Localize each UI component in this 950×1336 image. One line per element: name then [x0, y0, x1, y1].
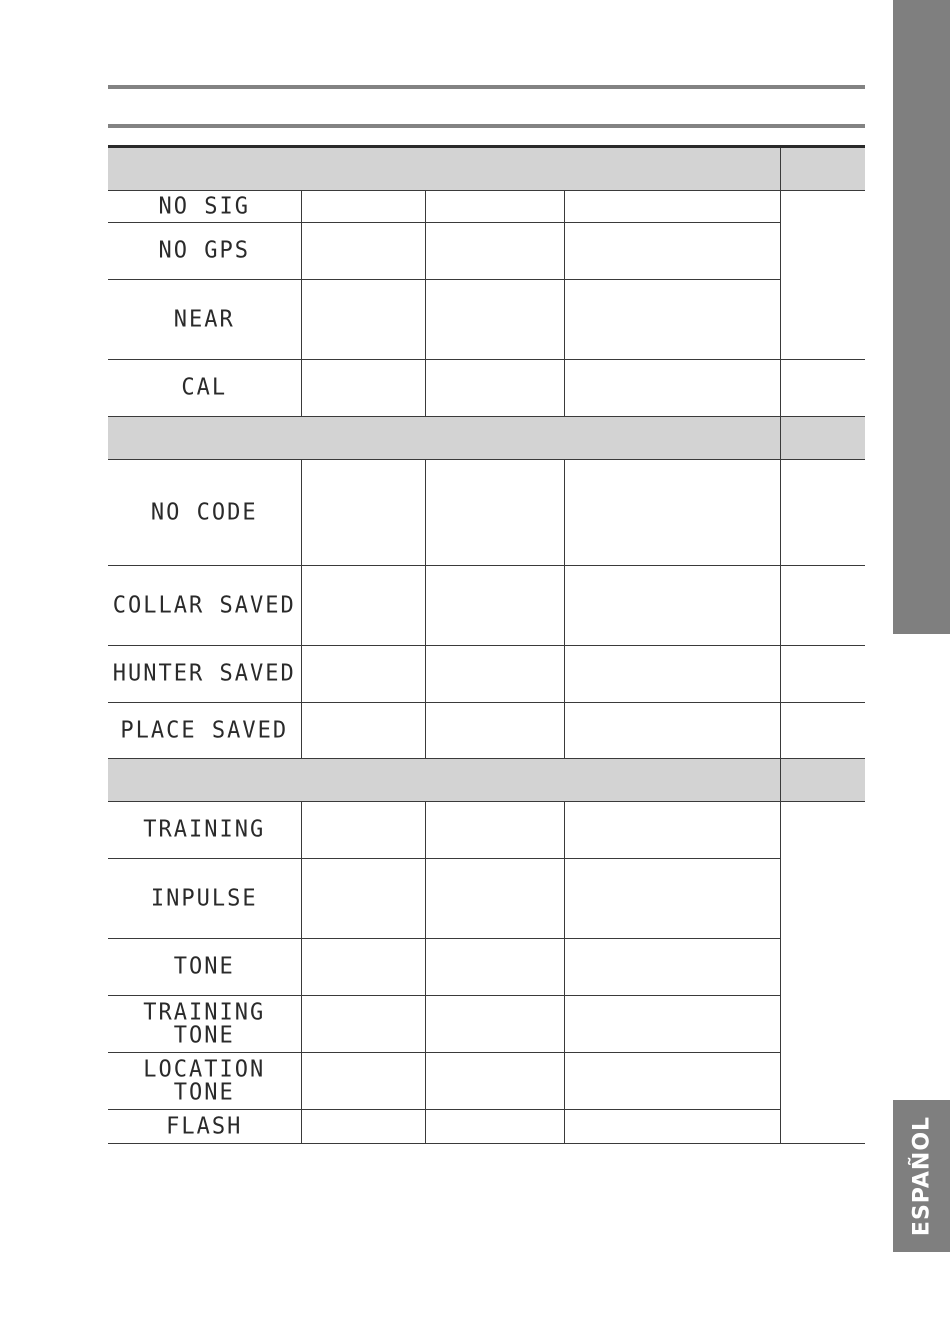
display-cell	[108, 802, 301, 859]
table-cell	[780, 802, 865, 1144]
table-cell	[780, 566, 865, 646]
table-cell	[301, 939, 425, 996]
table-cell	[780, 191, 865, 360]
table-cell	[564, 566, 780, 646]
display-cell	[108, 1053, 301, 1110]
lcd-text: COLLAR SAVED	[112, 592, 296, 619]
table-cell	[564, 859, 780, 939]
top-rule	[108, 85, 865, 89]
lcd-text: FLASH	[166, 1113, 243, 1140]
lcd-text: TONE	[173, 953, 235, 981]
section-header-cell	[108, 417, 780, 460]
table-cell	[425, 280, 564, 360]
table-cell	[564, 223, 780, 280]
lcd-text: TRAINING	[143, 816, 266, 844]
language-tab	[893, 1100, 950, 1252]
header-rule	[108, 124, 865, 128]
display-messages-table	[108, 145, 865, 1144]
table-cell	[301, 996, 425, 1053]
table-cell	[425, 703, 564, 759]
table-row	[108, 1110, 865, 1144]
table-cell	[425, 996, 564, 1053]
table-cell	[425, 1110, 564, 1144]
table-cell	[564, 1053, 780, 1110]
table-cell	[301, 1053, 425, 1110]
table-cell	[564, 460, 780, 566]
lcd-text-line2: TONE	[173, 1022, 235, 1049]
display-cell	[108, 939, 301, 996]
table-cell	[425, 566, 564, 646]
lcd-text-line2: TONE	[173, 1079, 235, 1106]
table-cell	[425, 360, 564, 417]
display-cell	[108, 1110, 301, 1144]
table-row	[108, 460, 865, 566]
table-cell	[425, 191, 564, 223]
language-label: ESPAÑOL	[909, 1115, 934, 1237]
table-cell	[564, 939, 780, 996]
lcd-text: NO CODE	[150, 499, 258, 526]
table-cell	[301, 360, 425, 417]
table-cell	[301, 191, 425, 223]
table-cell	[301, 223, 425, 280]
section-header	[108, 417, 865, 460]
display-cell	[108, 646, 301, 703]
table-cell	[564, 703, 780, 759]
section-header	[108, 147, 865, 191]
lcd-text: LOCATION	[143, 1056, 266, 1083]
section-header-cell	[108, 147, 780, 191]
table-cell	[301, 703, 425, 759]
lcd-text: NO SIG	[158, 193, 250, 220]
lcd-text: INPULSE	[150, 885, 258, 912]
display-cell	[108, 703, 301, 759]
table-cell	[564, 802, 780, 859]
table-row	[108, 703, 865, 759]
display-cell	[108, 360, 301, 417]
table-cell	[564, 996, 780, 1053]
table-cell	[564, 280, 780, 360]
display-cell	[108, 280, 301, 360]
table-cell	[564, 191, 780, 223]
table-cell	[564, 1110, 780, 1144]
lcd-text: NEAR	[173, 306, 235, 333]
table-cell	[564, 646, 780, 703]
table-cell	[425, 223, 564, 280]
table-row	[108, 1053, 865, 1110]
table-cell	[425, 460, 564, 566]
display-cell	[108, 566, 301, 646]
table-cell	[301, 802, 425, 859]
section-header	[108, 759, 865, 802]
lcd-text: HUNTER SAVED	[112, 660, 296, 688]
section-header-side-cell	[780, 759, 865, 802]
table-cell	[425, 1053, 564, 1110]
table-row	[108, 360, 865, 417]
table-cell	[780, 360, 865, 417]
table-cell	[780, 646, 865, 703]
display-cell	[108, 460, 301, 566]
table-row	[108, 191, 865, 223]
section-header-cell	[108, 759, 780, 802]
table-cell	[301, 1110, 425, 1144]
table-row	[108, 280, 865, 360]
section-header-side-cell	[780, 417, 865, 460]
table-cell	[301, 280, 425, 360]
table-cell	[301, 566, 425, 646]
table-cell	[301, 460, 425, 566]
table-cell	[425, 859, 564, 939]
lcd-text: CAL	[181, 374, 228, 402]
display-cell	[108, 996, 301, 1053]
table-row	[108, 566, 865, 646]
table-cell	[780, 460, 865, 566]
table-cell	[425, 939, 564, 996]
display-cell	[108, 191, 301, 223]
table-row	[108, 939, 865, 996]
table-row	[108, 802, 865, 859]
table-cell	[564, 360, 780, 417]
table-row	[108, 223, 865, 280]
table-row	[108, 996, 865, 1053]
table-cell	[425, 802, 564, 859]
display-cell	[108, 223, 301, 280]
table-cell	[780, 703, 865, 759]
table-row	[108, 859, 865, 939]
display-cell	[108, 859, 301, 939]
table-cell	[425, 646, 564, 703]
table-cell	[301, 859, 425, 939]
table-cell	[301, 646, 425, 703]
lcd-text: PLACE SAVED	[120, 717, 289, 744]
lcd-text: TRAINING	[143, 999, 266, 1026]
section-header-side-cell	[780, 147, 865, 191]
lcd-text: NO GPS	[158, 237, 250, 265]
table-row	[108, 646, 865, 703]
side-tab-upper	[893, 0, 950, 634]
